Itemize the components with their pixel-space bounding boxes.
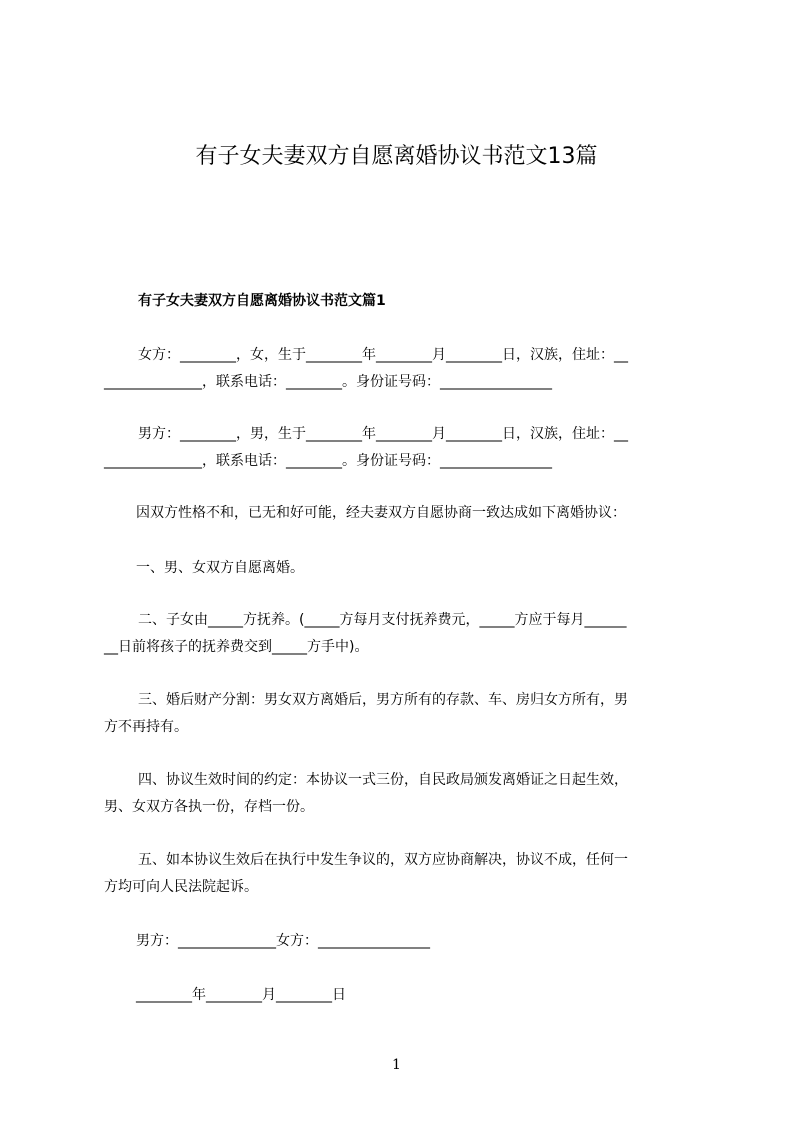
paragraph-line: 因双方性格不和，已无和好可能，经夫妻双方自愿协商一致达成如下离婚协议： xyxy=(136,505,626,521)
paragraph-line: 男、女双方各执一份，存档一份。 xyxy=(104,799,314,815)
page-number: 1 xyxy=(392,1057,401,1073)
paragraph-line: 男方：________，男，生于________年________月________日，汉族，住址：__ xyxy=(138,426,628,442)
paragraph-line: ______________，联系电话：________。身份证号码：________________ xyxy=(104,453,552,469)
paragraph-line: 女方：________，女，生于________年________月________日，汉族，住址：__ xyxy=(138,347,628,363)
paragraph-line: 方均可向人民法院起诉。 xyxy=(104,879,258,895)
paragraph-line: 方不再持有。 xyxy=(104,719,188,735)
paragraph-line: ______________，联系电话：________。身份证号码：________________ xyxy=(104,374,552,390)
date-line: ________年________月________日 xyxy=(136,987,346,1003)
paragraph-line: __日前将孩子的抚养费交到_____方手中)。 xyxy=(104,639,369,655)
paragraph-line: 四、协议生效时间的约定：本协议一式三份，自民政局颁发离婚证之日起生效， xyxy=(138,772,628,788)
document-title: 有子女夫妻双方自愿离婚协议书范文13篇 xyxy=(195,144,598,169)
paragraph-line: 二、子女由_____方抚养。(_____方每月支付抚养费元，_____方应于每月______ xyxy=(138,612,627,628)
signature-line: 男方：______________女方：________________ xyxy=(136,933,430,949)
section-heading: 有子女夫妻双方自愿离婚协议书范文篇1 xyxy=(138,293,386,309)
paragraph-line: 一、男、女双方自愿离婚。 xyxy=(136,560,304,576)
paragraph-line: 三、婚后财产分割：男女双方离婚后，男方所有的存款、车、房归女方所有，男 xyxy=(138,692,628,708)
paragraph-line: 五、如本协议生效后在执行中发生争议的，双方应协商解决，协议不成，任何一 xyxy=(138,852,628,868)
